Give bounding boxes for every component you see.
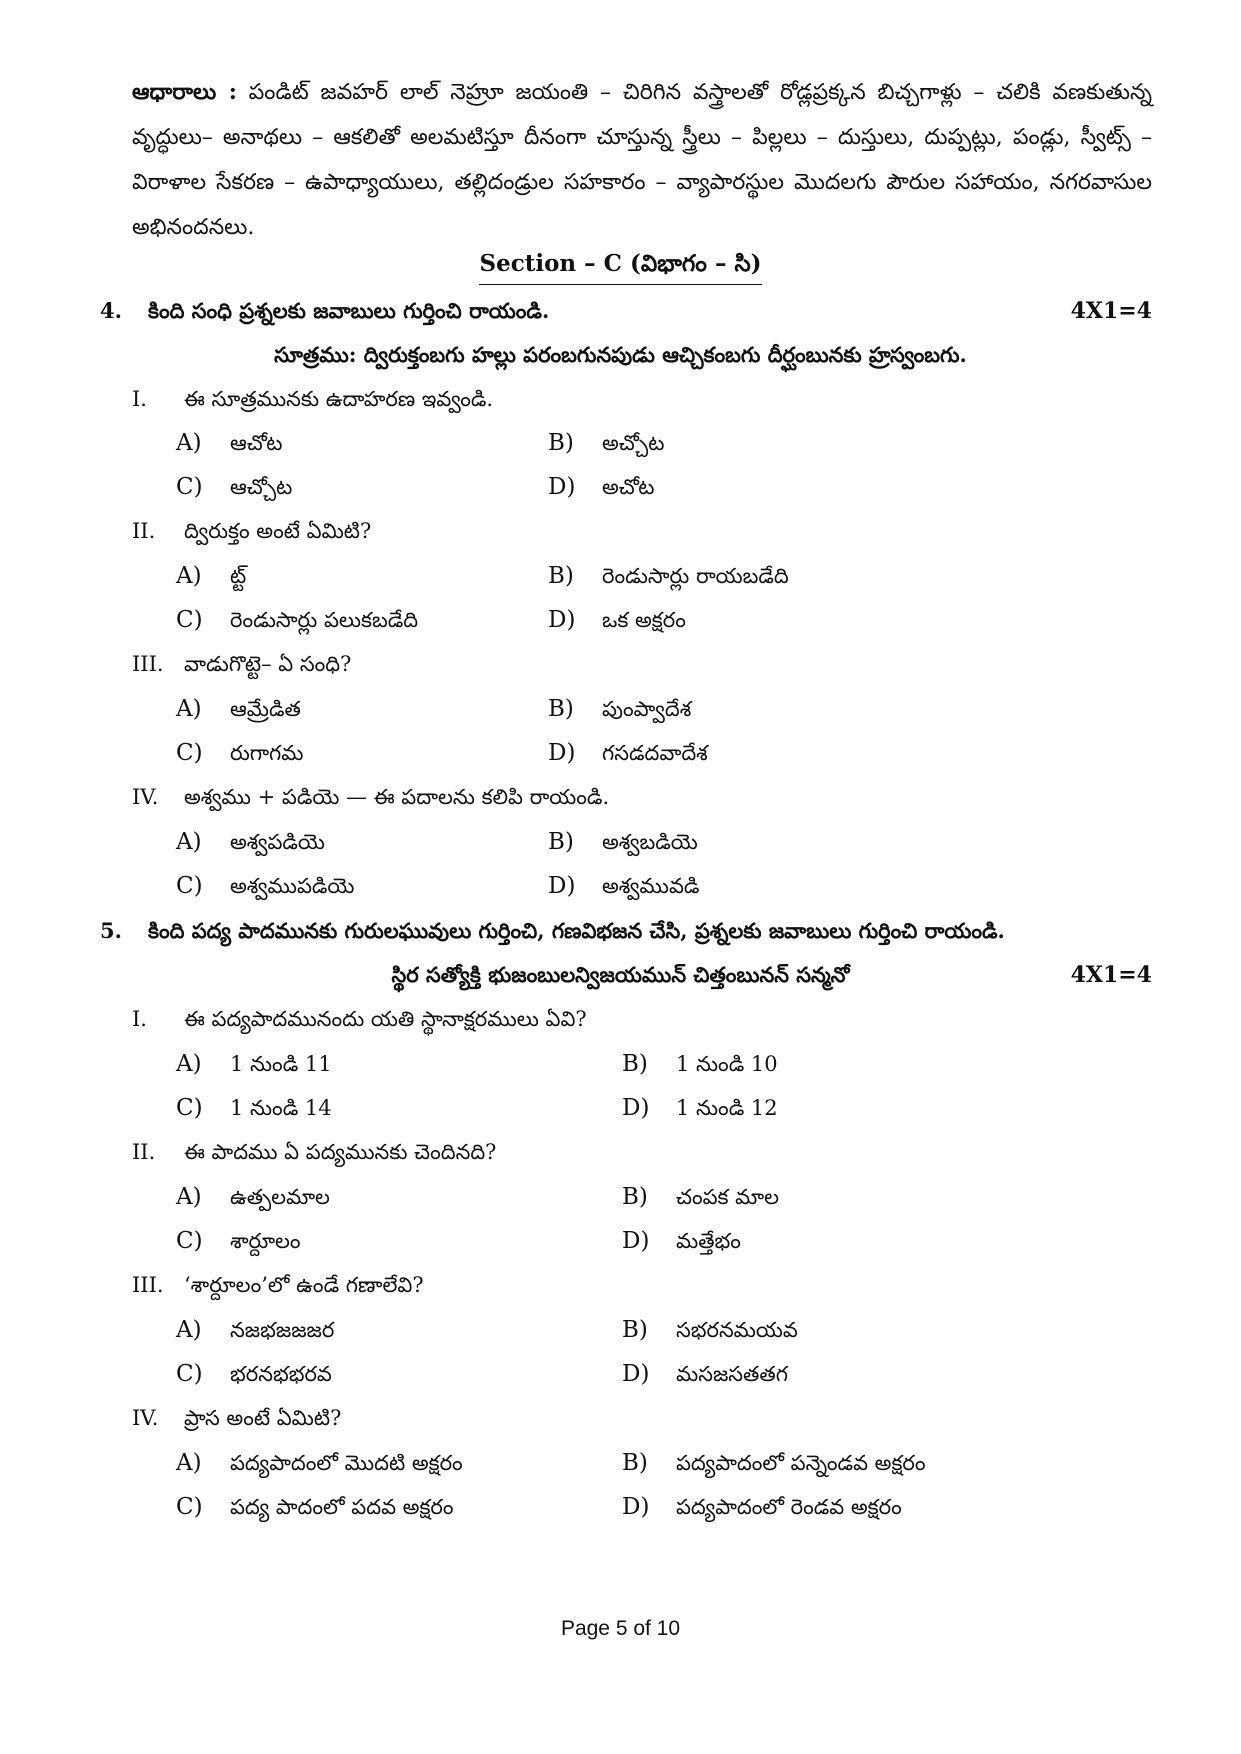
option-label: B) bbox=[548, 696, 574, 722]
option-label: B) bbox=[548, 563, 574, 589]
option-label: A) bbox=[176, 829, 202, 855]
sub-question-text: ఈ సూత్రమునకు ఉదాహరణ ఇవ్వండి. bbox=[184, 387, 494, 411]
option-label: B) bbox=[622, 1184, 648, 1210]
option bbox=[548, 873, 699, 904]
sub-question-text: ప్రాస అంటే ఏమిటి? bbox=[184, 1406, 342, 1430]
option-label: D) bbox=[548, 474, 576, 500]
sub-question-text: అశ్వము + పడియె — ఈ పదాలను కలిపి రాయండి. bbox=[184, 785, 610, 809]
option-text: మత్తేభం bbox=[676, 1229, 741, 1253]
option-text: ఆచ్చోట bbox=[230, 475, 293, 499]
sub-question-5-2 bbox=[132, 1140, 496, 1170]
option-text: అశ్వమువడి bbox=[602, 874, 700, 898]
option-text: గసడదవాదేశ bbox=[602, 741, 708, 765]
sub-question-text: వాడుగొట్టె– ఏ సంధి? bbox=[184, 652, 352, 676]
option-text: అచోట bbox=[602, 475, 655, 499]
option-label: C) bbox=[176, 1361, 203, 1387]
option-label: B) bbox=[622, 1317, 648, 1343]
roman-numeral: III. bbox=[132, 1273, 164, 1297]
option-text: ట్ట్ bbox=[230, 564, 247, 588]
sub-question-5-4 bbox=[132, 1406, 341, 1436]
sub-question-4-3 bbox=[132, 652, 351, 682]
option-text: అశ్వబడియె bbox=[602, 830, 698, 854]
sub-question-4-1 bbox=[132, 387, 493, 417]
option bbox=[176, 1095, 332, 1126]
sub-question-4-4 bbox=[132, 785, 609, 815]
option-label: A) bbox=[176, 1184, 202, 1210]
sub-question-text: ‘శార్దూలం’లో ఉండే గణాలేవి? bbox=[184, 1273, 424, 1297]
option-label: C) bbox=[176, 1095, 203, 1121]
verse-text: స్థిర సత్యోక్తి భుజంబులన్విజయమున్ చిత్తంబునన్ సన్మనో bbox=[391, 962, 850, 987]
roman-numeral: I. bbox=[132, 387, 147, 411]
option bbox=[176, 829, 325, 860]
option-label: C) bbox=[176, 873, 203, 899]
option-text: నజభజజజర bbox=[230, 1318, 335, 1342]
option bbox=[176, 474, 292, 505]
option bbox=[548, 563, 789, 594]
section-title bbox=[0, 250, 1241, 283]
option bbox=[176, 430, 282, 461]
option-text: భరనభభరవ bbox=[230, 1362, 332, 1386]
option bbox=[176, 563, 246, 594]
option-label: B) bbox=[622, 1450, 648, 1476]
option-label: A) bbox=[176, 1051, 202, 1077]
option bbox=[176, 607, 418, 638]
option bbox=[176, 1184, 330, 1215]
roman-numeral: IV. bbox=[132, 785, 159, 809]
option-label: D) bbox=[622, 1361, 650, 1387]
option bbox=[622, 1361, 788, 1392]
clues-label: ఆధారాలు : bbox=[132, 79, 237, 105]
option bbox=[548, 696, 691, 727]
option-text: 1 నుండి 10 bbox=[676, 1052, 778, 1076]
option-text: పద్యపాదంలో మొదటి అక్షరం bbox=[230, 1451, 463, 1475]
option-text: పద్య పాదంలో పదవ అక్షరం bbox=[230, 1495, 454, 1519]
option-label: A) bbox=[176, 696, 202, 722]
option-label: C) bbox=[176, 740, 203, 766]
roman-numeral: IV. bbox=[132, 1406, 159, 1430]
marks-label: 4X1=4 bbox=[1070, 298, 1152, 324]
option-text: ఒక అక్షరం bbox=[602, 608, 686, 632]
option bbox=[176, 1317, 334, 1348]
option bbox=[622, 1494, 902, 1525]
section-title-text: Section – C (విభాగం – సి) bbox=[479, 250, 761, 285]
option bbox=[548, 474, 655, 505]
option-text: శార్దూలం bbox=[230, 1229, 301, 1253]
option bbox=[622, 1184, 779, 1215]
option-text: అశ్వముపడియె bbox=[230, 874, 355, 898]
option bbox=[548, 740, 708, 771]
question-number: 5. bbox=[100, 918, 122, 943]
option-label: C) bbox=[176, 607, 203, 633]
option bbox=[176, 696, 301, 727]
question-text: కింది పద్య పాదమునకు గురులఘువులు గుర్తించి, గణవిభజన చేసి, ప్రశ్నలకు జవాబులు గుర్తించి రాయండి. bbox=[148, 918, 1005, 943]
option-label: A) bbox=[176, 563, 202, 589]
option bbox=[176, 1494, 454, 1525]
option bbox=[622, 1450, 926, 1481]
option-text: పద్యపాదంలో పన్నెండవ అక్షరం bbox=[676, 1451, 926, 1475]
option-text: పుంప్వాదేశ bbox=[602, 697, 692, 721]
roman-numeral: I. bbox=[132, 1007, 147, 1031]
option-label: B) bbox=[622, 1051, 648, 1077]
option-label: C) bbox=[176, 1228, 203, 1254]
clues-text: పండిట్ జవహర్ లాల్ నెహ్రూ జయంతి – చిరిగిన వస్త్రాలతో రోడ్లప్రక్కన బిచ్చగాళ్లు – చలికి వణకుతున్న వృద్ధులు– అనాథలు – ఆకలితో అలమటిస్తూ దీనంగా చూస్తున్న స్త్రీలు – పిల్లలు – దుస్తులు, దుప్పట్లు, పండ్లు, స్వీట్స్ – విరాళాల సేకరణ – ఉపాధ్యాయులు, తల్లిదండ్రుల సహకారం – వ్యాపారస్థుల మొదలగు పౌరుల సహాయం, నగరవాసుల అభినందనలు. bbox=[132, 80, 1152, 240]
option-label: B) bbox=[548, 829, 574, 855]
option-label: D) bbox=[622, 1494, 650, 1520]
question-text: కింది సంధి ప్రశ్నలకు జవాబులు గుర్తించి రాయండి. bbox=[148, 298, 550, 323]
option-text: 1 నుండి 14 bbox=[230, 1096, 332, 1120]
option bbox=[176, 1361, 332, 1392]
sub-question-text: ఈ పద్యపాదమునందు యతి స్థానాక్షరములు ఏవి? bbox=[184, 1007, 587, 1031]
option-label: D) bbox=[622, 1095, 650, 1121]
option-label: C) bbox=[176, 1494, 203, 1520]
marks-label: 4X1=4 bbox=[1070, 962, 1152, 988]
option-text: అచ్చోట bbox=[602, 431, 665, 455]
question-number: 4. bbox=[100, 298, 122, 323]
sub-question-5-3 bbox=[132, 1273, 424, 1303]
option-text: రుగాగమ bbox=[230, 741, 304, 765]
option-text: సభరనమయవ bbox=[676, 1318, 798, 1342]
option-text: అశ్వపడియె bbox=[230, 830, 325, 854]
sutra-rule: సూత్రము: ద్విరుక్తంబగు హల్లు పరంబగునపుడు ఆచ్చికంబగు దీర్ఘంబునకు హ్రస్వంబగు. bbox=[274, 342, 967, 367]
option-text: ఆమ్రేడిత bbox=[230, 697, 301, 721]
page-number: Page 5 of 10 bbox=[560, 1617, 681, 1640]
option bbox=[622, 1317, 798, 1348]
option bbox=[622, 1051, 778, 1082]
sub-question-4-2 bbox=[132, 519, 371, 549]
option-text: ఉత్పలమాల bbox=[230, 1185, 330, 1209]
option-text: రెండుసార్లు పలుకబడేది bbox=[230, 608, 419, 632]
option-label: D) bbox=[622, 1228, 650, 1254]
option bbox=[548, 829, 698, 860]
option-label: A) bbox=[176, 1317, 202, 1343]
option bbox=[622, 1228, 741, 1259]
option-text: 1 నుండి 11 bbox=[230, 1052, 332, 1076]
option-text: మసజసతతగ bbox=[676, 1362, 788, 1386]
option-label: C) bbox=[176, 474, 203, 500]
roman-numeral: II. bbox=[132, 1140, 156, 1164]
sub-question-text: ద్విరుక్తం అంటే ఏమిటి? bbox=[184, 519, 372, 543]
option bbox=[176, 1051, 332, 1082]
option-label: D) bbox=[548, 740, 576, 766]
option-text: రెండుసార్లు రాయబడేది bbox=[602, 564, 789, 588]
option-text: ఆచోట bbox=[230, 431, 283, 455]
option bbox=[176, 1450, 463, 1481]
option-label: D) bbox=[548, 873, 576, 899]
option bbox=[176, 1228, 301, 1259]
clues-paragraph bbox=[132, 70, 1152, 250]
option bbox=[622, 1095, 778, 1126]
sub-question-text: ఈ పాదము ఏ పద్యమునకు చెందినది? bbox=[184, 1140, 497, 1164]
roman-numeral: III. bbox=[132, 652, 164, 676]
option-label: B) bbox=[548, 430, 574, 456]
option-text: చంపక మాల bbox=[676, 1185, 780, 1209]
roman-numeral: II. bbox=[132, 519, 156, 543]
sub-question-5-1 bbox=[132, 1007, 587, 1037]
option bbox=[548, 607, 686, 638]
option-label: D) bbox=[548, 607, 576, 633]
option-text: పద్యపాదంలో రెండవ అక్షరం bbox=[676, 1495, 902, 1519]
option-text: 1 నుండి 12 bbox=[676, 1096, 778, 1120]
option bbox=[548, 430, 664, 461]
option-label: A) bbox=[176, 1450, 202, 1476]
option-label: A) bbox=[176, 430, 202, 456]
option bbox=[176, 873, 354, 904]
option bbox=[176, 740, 304, 771]
